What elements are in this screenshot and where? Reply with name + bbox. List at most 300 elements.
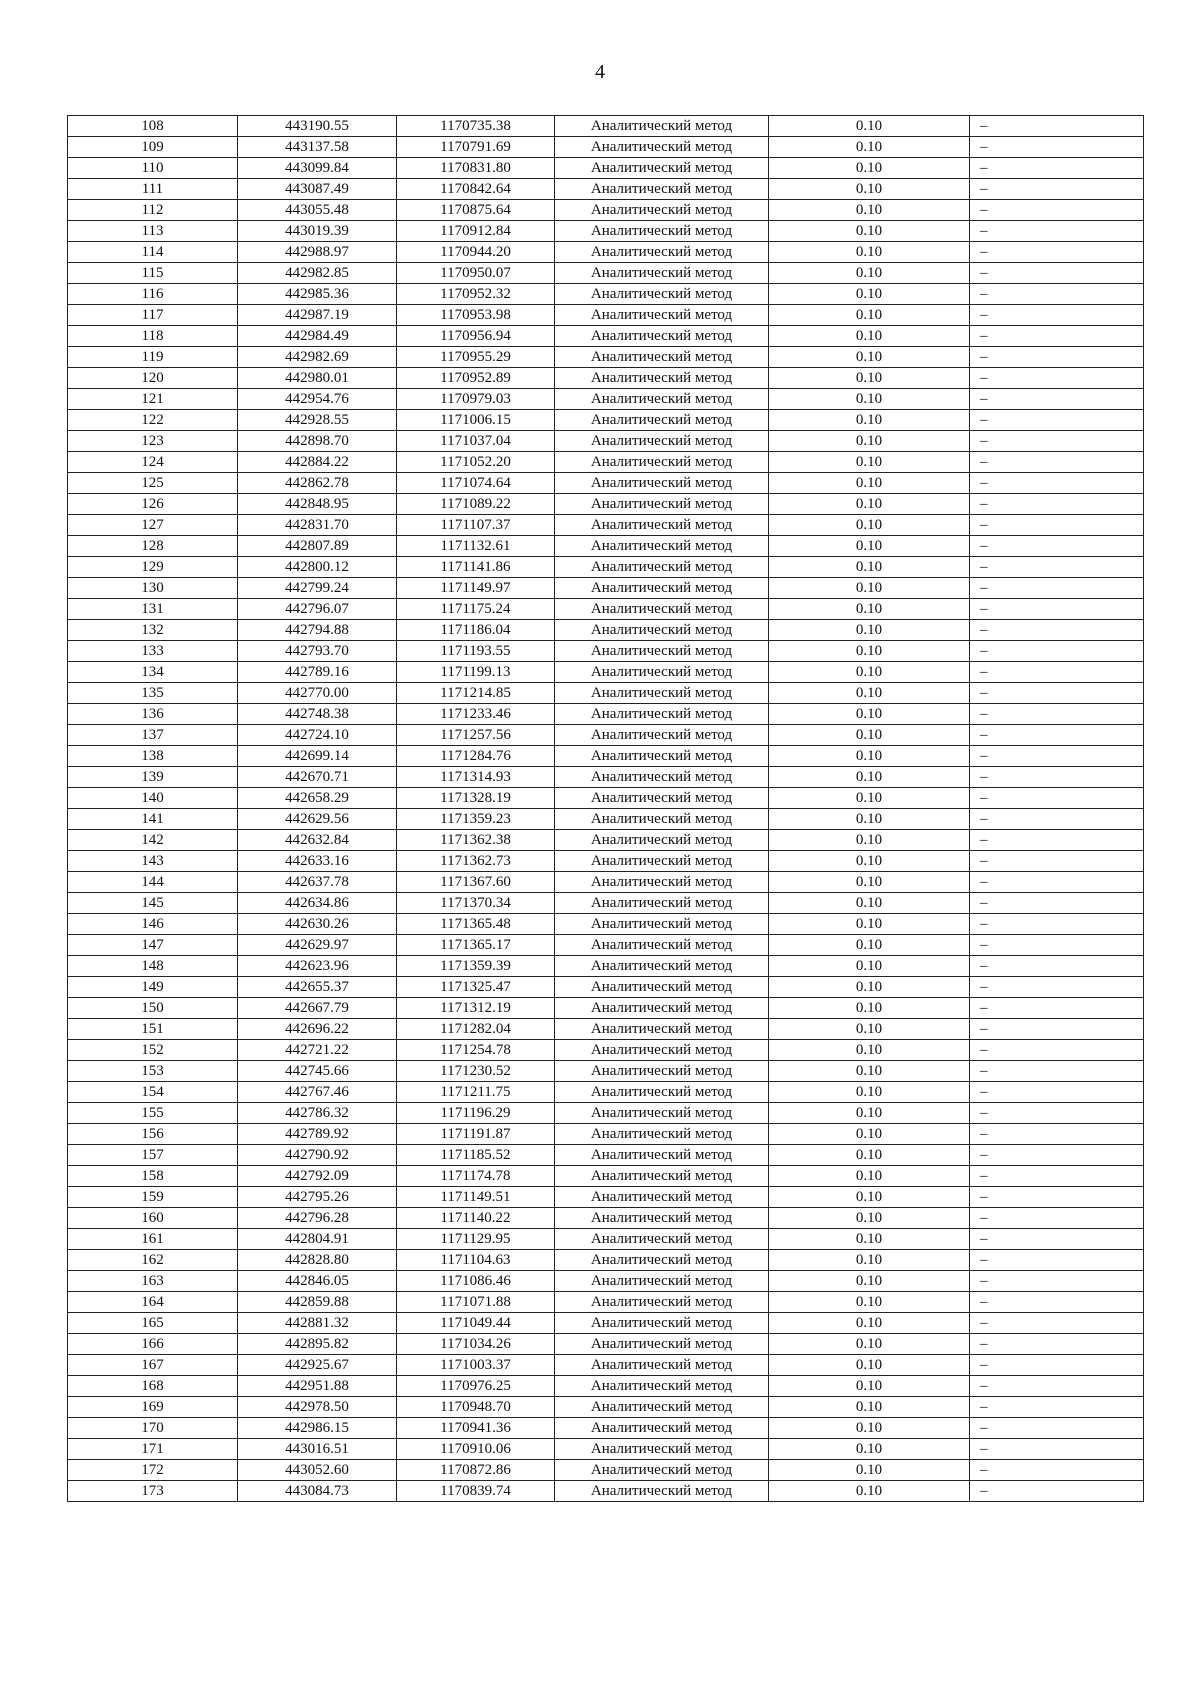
cell-note: – [970,809,1144,830]
cell-coord-y: 1170872.86 [397,1460,555,1481]
cell-method: Аналитический метод [555,914,769,935]
cell-accuracy: 0.10 [769,494,970,515]
table-row [68,263,1144,284]
cell-method: Аналитический метод [555,977,769,998]
cell-coord-y: 1170839.74 [397,1481,555,1502]
table-row [68,1355,1144,1376]
cell-method: Аналитический метод [555,956,769,977]
cell-method: Аналитический метод [555,1250,769,1271]
cell-coord-y: 1171149.97 [397,578,555,599]
cell-note: – [970,1439,1144,1460]
cell-method: Аналитический метод [555,410,769,431]
cell-note: – [970,1481,1144,1502]
cell-coord-y: 1171140.22 [397,1208,555,1229]
table-row [68,557,1144,578]
table-row [68,599,1144,620]
cell-point-number: 171 [68,1439,238,1460]
cell-point-number: 152 [68,1040,238,1061]
cell-method: Аналитический метод [555,872,769,893]
cell-coord-y: 1171199.13 [397,662,555,683]
cell-accuracy: 0.10 [769,1271,970,1292]
cell-accuracy: 0.10 [769,242,970,263]
cell-point-number: 108 [68,116,238,137]
cell-point-number: 128 [68,536,238,557]
table-row [68,347,1144,368]
table-row [68,809,1144,830]
cell-coord-y: 1170955.29 [397,347,555,368]
cell-accuracy: 0.10 [769,956,970,977]
cell-coord-x: 442667.79 [238,998,397,1019]
cell-point-number: 113 [68,221,238,242]
cell-note: – [970,410,1144,431]
cell-method: Аналитический метод [555,305,769,326]
cell-point-number: 130 [68,578,238,599]
table-row [68,137,1144,158]
cell-coord-x: 442790.92 [238,1145,397,1166]
cell-note: – [970,914,1144,935]
cell-method: Аналитический метод [555,935,769,956]
cell-accuracy: 0.10 [769,872,970,893]
cell-note: – [970,305,1144,326]
cell-note: – [970,200,1144,221]
cell-note: – [970,1040,1144,1061]
cell-coord-x: 442848.95 [238,494,397,515]
cell-coord-x: 442862.78 [238,473,397,494]
cell-note: – [970,851,1144,872]
cell-coord-y: 1171003.37 [397,1355,555,1376]
cell-coord-x: 442623.96 [238,956,397,977]
cell-accuracy: 0.10 [769,515,970,536]
cell-coord-y: 1170791.69 [397,137,555,158]
table-row [68,830,1144,851]
cell-point-number: 169 [68,1397,238,1418]
cell-method: Аналитический метод [555,1040,769,1061]
cell-coord-x: 443087.49 [238,179,397,200]
cell-coord-y: 1170979.03 [397,389,555,410]
cell-accuracy: 0.10 [769,725,970,746]
cell-method: Аналитический метод [555,662,769,683]
table-row [68,389,1144,410]
cell-accuracy: 0.10 [769,914,970,935]
cell-coord-y: 1170842.64 [397,179,555,200]
cell-point-number: 156 [68,1124,238,1145]
cell-coord-y: 1170941.36 [397,1418,555,1439]
cell-coord-y: 1171365.17 [397,935,555,956]
cell-method: Аналитический метод [555,326,769,347]
table-row [68,914,1144,935]
cell-method: Аналитический метод [555,1418,769,1439]
cell-accuracy: 0.10 [769,536,970,557]
cell-note: – [970,557,1144,578]
cell-coord-y: 1170952.32 [397,284,555,305]
cell-method: Аналитический метод [555,725,769,746]
cell-note: – [970,347,1144,368]
cell-method: Аналитический метод [555,830,769,851]
cell-coord-x: 442721.22 [238,1040,397,1061]
cell-note: – [970,116,1144,137]
table-row [68,305,1144,326]
cell-coord-y: 1170912.84 [397,221,555,242]
cell-point-number: 122 [68,410,238,431]
cell-coord-y: 1171362.38 [397,830,555,851]
cell-coord-y: 1171367.60 [397,872,555,893]
cell-coord-y: 1170952.89 [397,368,555,389]
cell-note: – [970,536,1144,557]
cell-coord-y: 1171254.78 [397,1040,555,1061]
cell-accuracy: 0.10 [769,410,970,431]
table-row [68,179,1144,200]
cell-point-number: 120 [68,368,238,389]
cell-coord-y: 1171230.52 [397,1061,555,1082]
cell-note: – [970,641,1144,662]
cell-accuracy: 0.10 [769,893,970,914]
cell-note: – [970,494,1144,515]
cell-coord-y: 1171359.23 [397,809,555,830]
cell-point-number: 155 [68,1103,238,1124]
cell-method: Аналитический метод [555,1292,769,1313]
cell-method: Аналитический метод [555,1271,769,1292]
table-row [68,641,1144,662]
cell-coord-y: 1170910.06 [397,1439,555,1460]
cell-point-number: 168 [68,1376,238,1397]
cell-note: – [970,662,1144,683]
cell-method: Аналитический метод [555,1460,769,1481]
cell-accuracy: 0.10 [769,1229,970,1250]
table-row [68,1292,1144,1313]
cell-accuracy: 0.10 [769,452,970,473]
cell-coord-x: 442982.85 [238,263,397,284]
cell-point-number: 172 [68,1460,238,1481]
cell-point-number: 118 [68,326,238,347]
cell-coord-x: 442985.36 [238,284,397,305]
cell-coord-x: 442724.10 [238,725,397,746]
cell-coord-x: 442630.26 [238,914,397,935]
cell-method: Аналитический метод [555,893,769,914]
cell-method: Аналитический метод [555,116,769,137]
cell-accuracy: 0.10 [769,284,970,305]
table-row [68,872,1144,893]
cell-coord-y: 1170831.80 [397,158,555,179]
cell-coord-x: 442634.86 [238,893,397,914]
cell-accuracy: 0.10 [769,1145,970,1166]
cell-coord-y: 1170953.98 [397,305,555,326]
cell-note: – [970,1019,1144,1040]
cell-accuracy: 0.10 [769,599,970,620]
cell-coord-y: 1171052.20 [397,452,555,473]
cell-accuracy: 0.10 [769,1460,970,1481]
cell-note: – [970,998,1144,1019]
cell-method: Аналитический метод [555,1439,769,1460]
cell-method: Аналитический метод [555,473,769,494]
cell-coord-y: 1171129.95 [397,1229,555,1250]
cell-note: – [970,158,1144,179]
cell-note: – [970,1313,1144,1334]
cell-accuracy: 0.10 [769,368,970,389]
cell-coord-x: 442796.07 [238,599,397,620]
cell-method: Аналитический метод [555,809,769,830]
cell-point-number: 153 [68,1061,238,1082]
cell-point-number: 145 [68,893,238,914]
table-row [68,1439,1144,1460]
cell-note: – [970,725,1144,746]
cell-point-number: 165 [68,1313,238,1334]
cell-note: – [970,1271,1144,1292]
page-number: 4 [595,61,605,83]
cell-coord-y: 1171362.73 [397,851,555,872]
cell-note: – [970,1334,1144,1355]
cell-coord-y: 1171211.75 [397,1082,555,1103]
cell-coord-x: 443084.73 [238,1481,397,1502]
cell-coord-x: 442670.71 [238,767,397,788]
cell-coord-x: 442884.22 [238,452,397,473]
cell-note: – [970,242,1144,263]
cell-coord-x: 442898.70 [238,431,397,452]
table-row [68,1460,1144,1481]
cell-accuracy: 0.10 [769,1166,970,1187]
cell-note: – [970,1061,1144,1082]
cell-point-number: 109 [68,137,238,158]
cell-note: – [970,1145,1144,1166]
cell-point-number: 154 [68,1082,238,1103]
cell-note: – [970,137,1144,158]
cell-point-number: 126 [68,494,238,515]
cell-note: – [970,1397,1144,1418]
cell-point-number: 136 [68,704,238,725]
cell-accuracy: 0.10 [769,221,970,242]
cell-method: Аналитический метод [555,851,769,872]
cell-point-number: 129 [68,557,238,578]
cell-method: Аналитический метод [555,1061,769,1082]
cell-method: Аналитический метод [555,368,769,389]
cell-note: – [970,830,1144,851]
table-row [68,158,1144,179]
cell-coord-x: 443016.51 [238,1439,397,1460]
table-row [68,935,1144,956]
cell-note: – [970,1082,1144,1103]
table-row [68,956,1144,977]
table-row [68,1418,1144,1439]
coordinates-table [67,115,1144,1502]
table-row [68,851,1144,872]
cell-note: – [970,788,1144,809]
cell-point-number: 137 [68,725,238,746]
cell-method: Аналитический метод [555,767,769,788]
cell-method: Аналитический метод [555,1124,769,1145]
cell-coord-x: 442794.88 [238,620,397,641]
cell-note: – [970,1124,1144,1145]
cell-accuracy: 0.10 [769,977,970,998]
cell-note: – [970,1166,1144,1187]
table-row [68,200,1144,221]
cell-note: – [970,1229,1144,1250]
table-row [68,1334,1144,1355]
cell-point-number: 143 [68,851,238,872]
cell-accuracy: 0.10 [769,830,970,851]
cell-accuracy: 0.10 [769,1439,970,1460]
cell-coord-x: 442804.91 [238,1229,397,1250]
cell-coord-y: 1171186.04 [397,620,555,641]
cell-coord-x: 442789.92 [238,1124,397,1145]
table-row [68,221,1144,242]
cell-method: Аналитический метод [555,1376,769,1397]
cell-note: – [970,179,1144,200]
cell-accuracy: 0.10 [769,347,970,368]
cell-method: Аналитический метод [555,137,769,158]
cell-coord-x: 442633.16 [238,851,397,872]
cell-note: – [970,599,1144,620]
cell-coord-y: 1171086.46 [397,1271,555,1292]
cell-coord-y: 1170950.07 [397,263,555,284]
cell-method: Аналитический метод [555,1229,769,1250]
cell-coord-x: 442637.78 [238,872,397,893]
cell-point-number: 144 [68,872,238,893]
cell-coord-x: 442978.50 [238,1397,397,1418]
cell-accuracy: 0.10 [769,998,970,1019]
cell-point-number: 173 [68,1481,238,1502]
cell-note: – [970,1103,1144,1124]
cell-coord-x: 442699.14 [238,746,397,767]
table-row [68,410,1144,431]
cell-point-number: 125 [68,473,238,494]
cell-coord-y: 1171193.55 [397,641,555,662]
cell-note: – [970,683,1144,704]
cell-coord-y: 1171214.85 [397,683,555,704]
cell-accuracy: 0.10 [769,851,970,872]
table-row [68,1103,1144,1124]
cell-point-number: 146 [68,914,238,935]
cell-note: – [970,977,1144,998]
cell-coord-y: 1171191.87 [397,1124,555,1145]
cell-method: Аналитический метод [555,1397,769,1418]
cell-method: Аналитический метод [555,1355,769,1376]
cell-method: Аналитический метод [555,158,769,179]
cell-accuracy: 0.10 [769,137,970,158]
cell-point-number: 114 [68,242,238,263]
cell-method: Аналитический метод [555,704,769,725]
cell-method: Аналитический метод [555,1208,769,1229]
cell-note: – [970,872,1144,893]
table-row [68,746,1144,767]
cell-coord-x: 442988.97 [238,242,397,263]
cell-method: Аналитический метод [555,746,769,767]
table-row [68,977,1144,998]
cell-coord-x: 442655.37 [238,977,397,998]
table-row [68,998,1144,1019]
cell-coord-y: 1171233.46 [397,704,555,725]
cell-coord-x: 442925.67 [238,1355,397,1376]
cell-note: – [970,767,1144,788]
cell-method: Аналитический метод [555,494,769,515]
cell-coord-x: 442632.84 [238,830,397,851]
cell-accuracy: 0.10 [769,389,970,410]
cell-note: – [970,1250,1144,1271]
cell-note: – [970,368,1144,389]
cell-coord-y: 1171175.24 [397,599,555,620]
table-row [68,1250,1144,1271]
cell-coord-x: 442796.28 [238,1208,397,1229]
cell-coord-x: 442831.70 [238,515,397,536]
cell-coord-x: 443052.60 [238,1460,397,1481]
cell-coord-y: 1170735.38 [397,116,555,137]
cell-coord-y: 1171284.76 [397,746,555,767]
table-row [68,116,1144,137]
table-row [68,683,1144,704]
cell-method: Аналитический метод [555,578,769,599]
cell-coord-y: 1171185.52 [397,1145,555,1166]
cell-note: – [970,326,1144,347]
table-row [68,1124,1144,1145]
cell-coord-y: 1171104.63 [397,1250,555,1271]
cell-method: Аналитический метод [555,284,769,305]
table-row [68,1397,1144,1418]
cell-method: Аналитический метод [555,557,769,578]
cell-point-number: 157 [68,1145,238,1166]
table-row [68,725,1144,746]
cell-coord-y: 1171006.15 [397,410,555,431]
table-row [68,326,1144,347]
cell-method: Аналитический метод [555,452,769,473]
cell-accuracy: 0.10 [769,200,970,221]
cell-note: – [970,431,1144,452]
cell-accuracy: 0.10 [769,431,970,452]
cell-point-number: 158 [68,1166,238,1187]
cell-accuracy: 0.10 [769,326,970,347]
cell-coord-x: 442629.56 [238,809,397,830]
cell-coord-x: 443190.55 [238,116,397,137]
cell-coord-x: 442984.49 [238,326,397,347]
cell-coord-y: 1171049.44 [397,1313,555,1334]
cell-accuracy: 0.10 [769,620,970,641]
cell-point-number: 124 [68,452,238,473]
cell-accuracy: 0.10 [769,1355,970,1376]
table-row [68,1313,1144,1334]
cell-coord-y: 1171132.61 [397,536,555,557]
cell-method: Аналитический метод [555,1166,769,1187]
cell-point-number: 131 [68,599,238,620]
table-row [68,1061,1144,1082]
cell-accuracy: 0.10 [769,746,970,767]
cell-note: – [970,515,1144,536]
cell-accuracy: 0.10 [769,1187,970,1208]
cell-coord-x: 442987.19 [238,305,397,326]
table-row [68,1040,1144,1061]
cell-method: Аналитический метод [555,389,769,410]
cell-coord-x: 442980.01 [238,368,397,389]
cell-note: – [970,956,1144,977]
cell-accuracy: 0.10 [769,641,970,662]
cell-point-number: 161 [68,1229,238,1250]
cell-coord-x: 442748.38 [238,704,397,725]
cell-method: Аналитический метод [555,515,769,536]
cell-accuracy: 0.10 [769,557,970,578]
table-row [68,242,1144,263]
cell-note: – [970,578,1144,599]
cell-note: – [970,284,1144,305]
cell-method: Аналитический метод [555,200,769,221]
cell-coord-x: 442745.66 [238,1061,397,1082]
cell-accuracy: 0.10 [769,179,970,200]
table-row [68,893,1144,914]
cell-point-number: 110 [68,158,238,179]
cell-accuracy: 0.10 [769,263,970,284]
cell-point-number: 163 [68,1271,238,1292]
cell-accuracy: 0.10 [769,704,970,725]
cell-coord-y: 1170875.64 [397,200,555,221]
cell-coord-x: 443019.39 [238,221,397,242]
cell-coord-x: 442770.00 [238,683,397,704]
table-row [68,662,1144,683]
table-row [68,368,1144,389]
